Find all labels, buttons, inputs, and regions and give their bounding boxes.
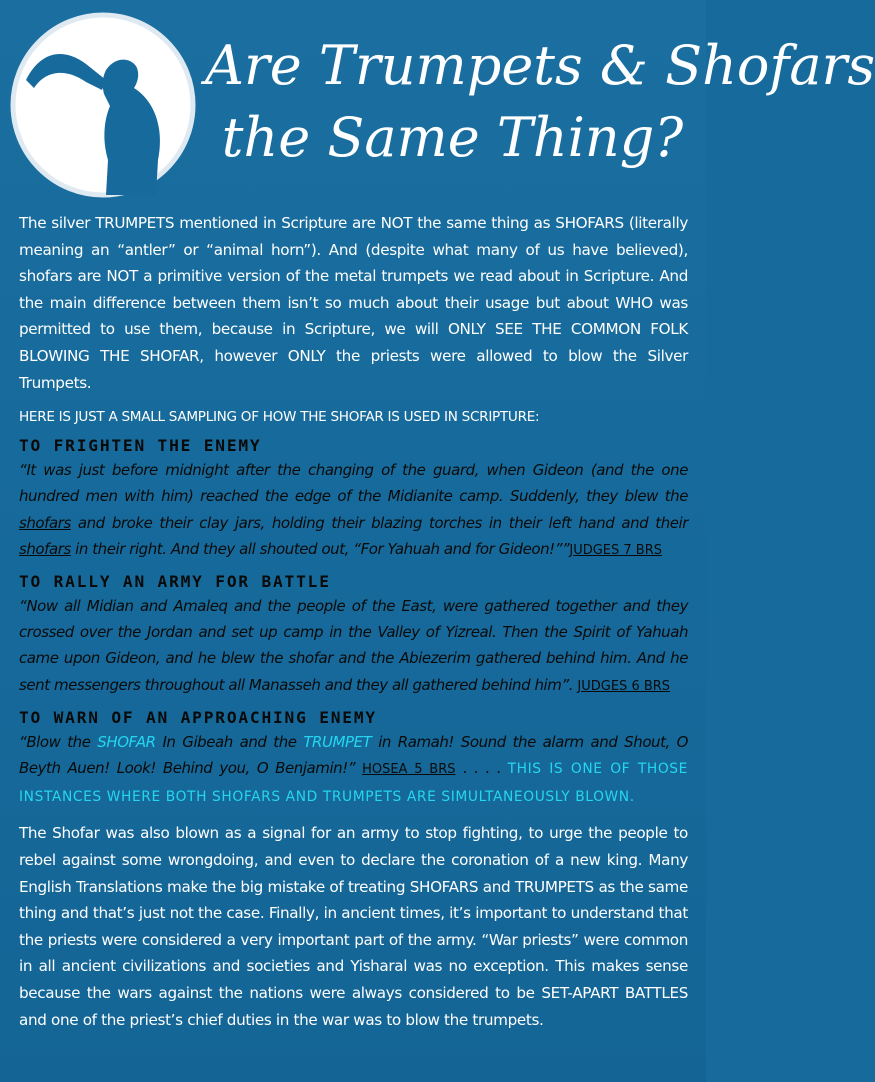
scripture-quote: “Blow the SHOFAR In Gibeah and the TRUMPET in Ramah! Sound the alarm and Shout, O Beyth Auen! Look! Behind you, O Benjamin!” HOSEA 5 BRS . . . . THIS IS ONE OF THOSE INSTANCES WHERE BOTH SHOFARS AND TRUMPETS ARE SIMULTANEOUSLY BLOWN. xyxy=(19,732,689,806)
shofar-blower-silhouette-icon xyxy=(6,10,201,200)
title-line-2: the Same Thing? xyxy=(221,106,684,169)
scripture-reference: HOSEA 5 BRS xyxy=(362,761,456,777)
scripture-reference: JUDGES 6 BRS xyxy=(577,678,671,694)
quote-keyword: shofars xyxy=(19,539,71,558)
quote-keyword: shofars xyxy=(19,513,71,532)
section-warn xyxy=(19,707,688,811)
highlight-note: THIS IS ONE OF THOSE INSTANCES WHERE BOTH SHOFARS AND TRUMPETS ARE SIMULTANEOUSLY BLOWN. xyxy=(19,760,688,806)
closing-paragraph: The Shofar was also blown as a signal for an army to stop fighting, to urge the people to rebel against some wrongdoing, and even to declare the coronation of a new king. Many English Translations make the big mistake of treating SHOFARS and TRUMPETS as the same thing and that’s just not the case. Finally, in ancient times, it’s important to understand that the priests were considered a very important part of the army. “War priests” were common in all ancient civilizations and societies and Yisharal was no exception. This makes sense because the wars against the nations were always considered to be SET-APART BATTLES and one of the priest’s chief duties in the war was to blow the trumpets. xyxy=(19,824,688,1029)
intro-paragraph: The silver TRUMPETS mentioned in Scripture are NOT the same thing as SHOFARS (literally meaning an “antler” or “animal horn”). And (despite what many of us have believed), shofars are NOT a primitive version of the metal trumpets we read about in Scripture. And the main difference between them isn’t so much about their usage but about WHO was permitted to use them, because in Scripture, we will ONLY SEE THE COMMON FOLK BLOWING THE SHOFAR, however ONLY the priests were allowed to blow the Silver Trumpets. xyxy=(19,214,688,392)
article-body xyxy=(19,210,688,1033)
page-title xyxy=(205,30,875,174)
quote-keyword: TRUMPET xyxy=(303,732,372,751)
scripture-reference: JUDGES 7 BRS xyxy=(569,542,663,558)
scripture-quote: “It was just before midnight after the changing of the guard, when Gideon (and the one hundred men with him) reached the edge of the Midianite camp. Suddenly, they blew the shofars and broke their clay jars, holding their blazing torches in their left hand and their shofars in their right. And they all shouted out, “For Yahuah and for Gideon!””JUDGES 7 BRS xyxy=(19,461,688,558)
section-rally xyxy=(19,571,688,700)
quote-keyword: SHOFAR xyxy=(97,732,156,751)
scripture-quote: “Now all Midian and Amaleq and the people of the East, were gathered together and they crossed over the Jordan and set up camp in the Valley of Yizreal. Then the Spirit of Yahuah came upon Gideon, and he blew the shofar and the Abiezerim gathered behind him. And he sent messengers throughout all Manasseh and they all gathered behind him”. JUDGES 6 BRS xyxy=(19,596,688,694)
section-heading: TO WARN OF AN APPROACHING ENEMY xyxy=(19,707,377,727)
section-frighten xyxy=(19,435,688,564)
section-heading: TO FRIGHTEN THE ENEMY xyxy=(19,436,262,456)
title-line-1: Are Trumpets & Shofars xyxy=(205,34,875,97)
section-heading: TO RALLY AN ARMY FOR BATTLE xyxy=(19,571,331,591)
sampling-heading: HERE IS JUST A SMALL SAMPLING OF HOW THE SHOFAR IS USED IN SCRIPTURE: xyxy=(19,409,540,426)
